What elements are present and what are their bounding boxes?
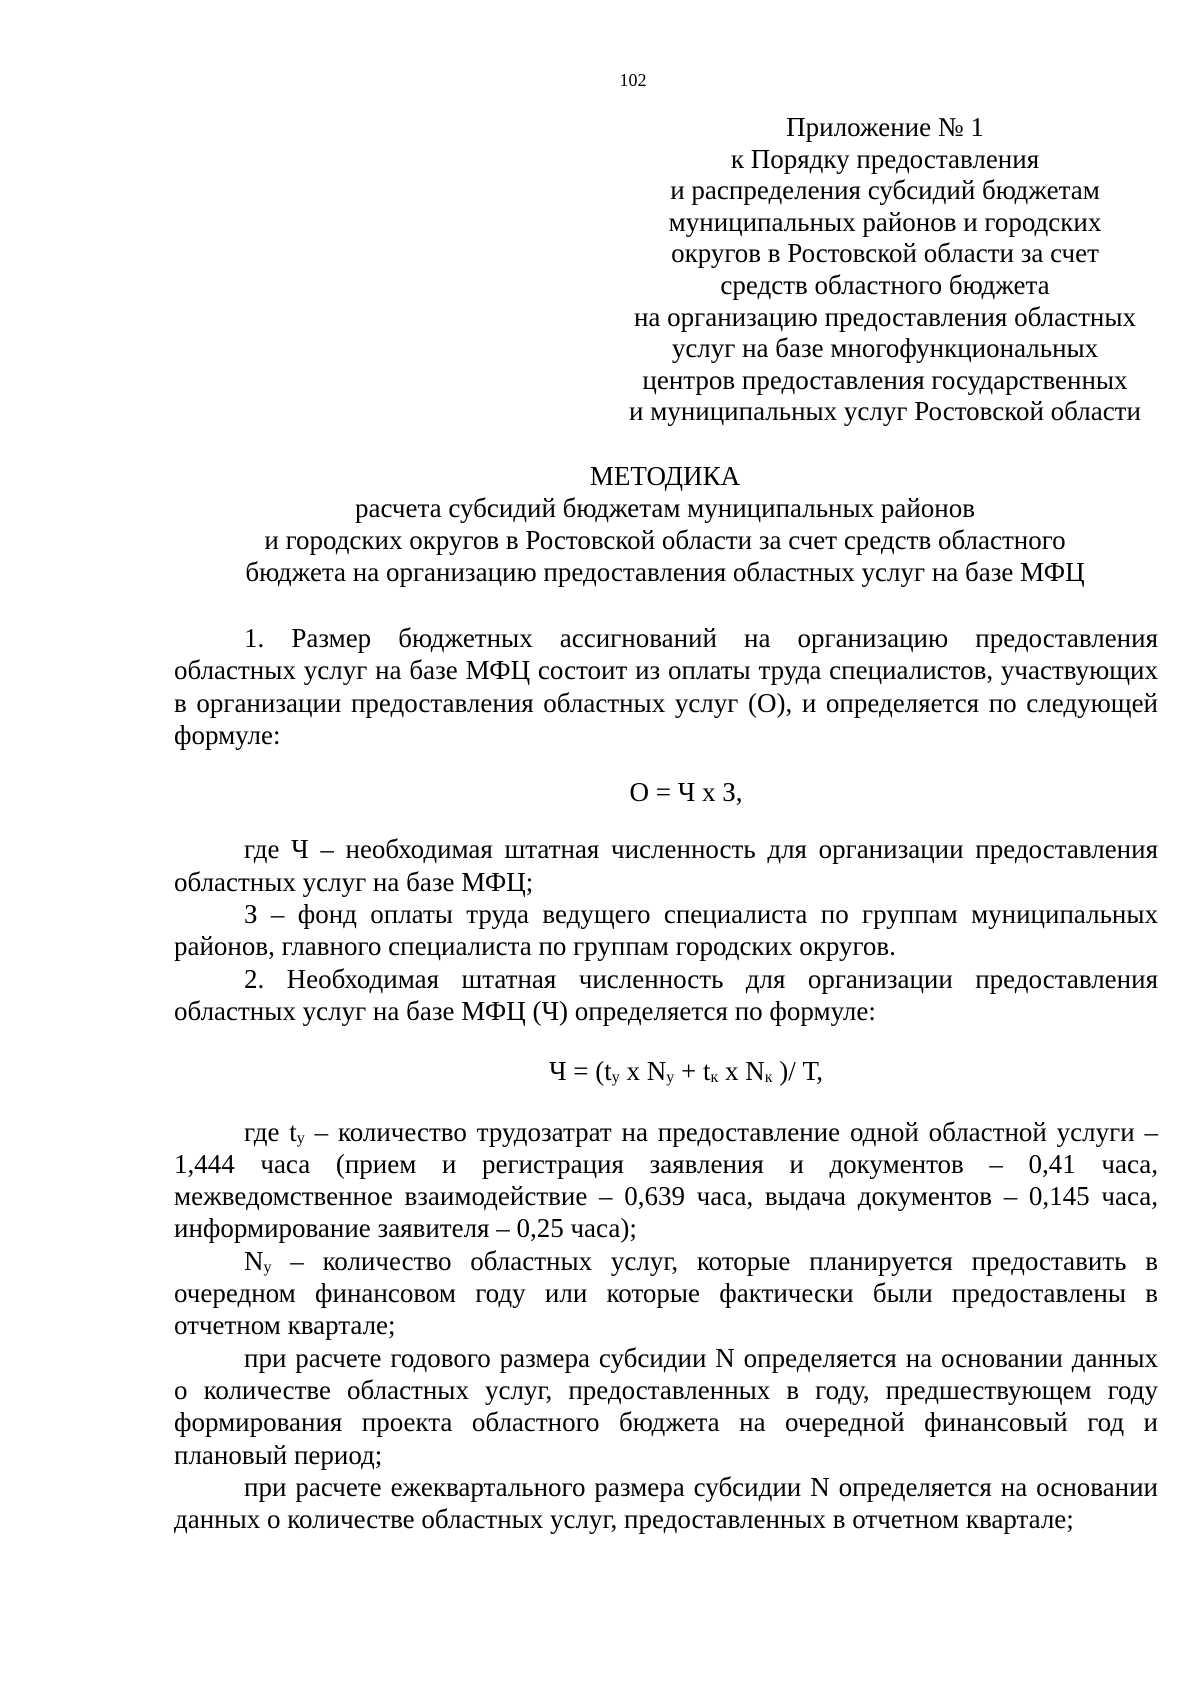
paragraph-text: – количество областных услуг, которые планируется предоставить в очередном финансовом году или которые фактически были предоставлены в отчетном квартале; — [174, 1245, 1158, 1341]
paragraph-subscript: у — [263, 1258, 272, 1276]
formula-subscript: к — [710, 1069, 719, 1087]
formula-part: х N — [718, 1056, 765, 1087]
appendix-line: муниципальных районов и городских — [668, 206, 1102, 237]
methodology-subtitle-line: бюджета на организацию предоставления областных услуг на базе МФЦ — [245, 557, 1085, 587]
paragraph-prefix: N — [244, 1245, 264, 1276]
paragraph-subscript: у — [296, 1129, 305, 1147]
formula-o: О = Ч х З, — [629, 777, 743, 808]
paragraph-1: 1. Размер бюджетных ассигнований на организацию предоставления областных услуг на базе МФЦ состоит из оплаты труда специалистов, участвующих в организации предоставления областных услуг (О), и определяется по следующей формуле: — [174, 623, 1158, 750]
formula-part: Ч = (t — [548, 1056, 612, 1087]
methodology-heading: МЕТОДИКА — [589, 461, 741, 491]
document-body — [174, 622, 1158, 1535]
appendix-line: и муниципальных услуг Ростовской области — [629, 396, 1141, 427]
appendix-line: центров предоставления государственных — [642, 364, 1128, 395]
formula-subscript: к — [764, 1069, 773, 1087]
paragraph-quarterly-calc: при расчете ежеквартального размера субсидии N определяется на основании данных о количестве областных услуг, предоставленных в отчетном квартале; — [174, 1471, 1158, 1535]
formula-part: х N — [619, 1056, 667, 1087]
appendix-line: средств областного бюджета — [720, 269, 1050, 300]
methodology-subtitle-line: и городских округов в Ростовской области за счет средств областного — [264, 525, 1066, 555]
appendix-line: к Порядку предоставления — [730, 143, 1040, 174]
appendix-line: округов в Ростовской области за счет — [671, 238, 1099, 269]
formula-part: + t — [674, 1056, 711, 1087]
methodology-title — [170, 460, 1160, 588]
appendix-line: услуг на базе многофункциональных — [671, 333, 1099, 364]
paragraph-2: 2. Необходимая штатная численность для организации предоставления областных услуг на базе МФЦ (Ч) определяется по формуле: — [174, 963, 1158, 1026]
paragraph-text: – количество трудозатрат на предоставление одной областной услуги – 1,444 часа (прием и регистрация заявления и документов – 0,41 часа, межведомственное взаимодействие – 0,639 часа, выдача документов – 0,145 часа, информирование заявителя – 0,25 часа); — [174, 1116, 1158, 1244]
paragraph-prefix: где t — [244, 1116, 297, 1147]
paragraph-definition-ny — [174, 1245, 1158, 1342]
appendix-line: и распределения субсидий бюджетам — [670, 175, 1100, 206]
paragraph-definition-ty — [174, 1116, 1158, 1245]
paragraph-definition-z: З – фонд оплаты труда ведущего специалиста по группам муниципальных районов, главного специалиста по группам городских округов. — [174, 899, 1158, 962]
formula-part: )/ Т, — [772, 1056, 824, 1087]
appendix-line: Приложение № 1 — [786, 112, 984, 142]
appendix-header — [600, 112, 1170, 428]
methodology-subtitle-line: расчета субсидий бюджетам муниципальных районов — [355, 493, 975, 523]
formula-subscript: у — [666, 1069, 675, 1087]
appendix-line: на организацию предоставления областных — [633, 301, 1136, 332]
paragraph-definition-ch: где Ч – необходимая штатная численность для организации предоставления областных услуг на базе МФЦ; — [174, 834, 1158, 897]
page-number: 102 — [619, 70, 647, 90]
paragraph-annual-calc: при расчете годового размера субсидии N определяется на основании данных о количестве областных услуг, предоставленных в году, предшествующем году формирования проекта областного бюджета на очередной финансовый год и плановый период; — [174, 1342, 1158, 1470]
formula-ch — [174, 1055, 1158, 1087]
formula-subscript: у — [611, 1069, 620, 1087]
